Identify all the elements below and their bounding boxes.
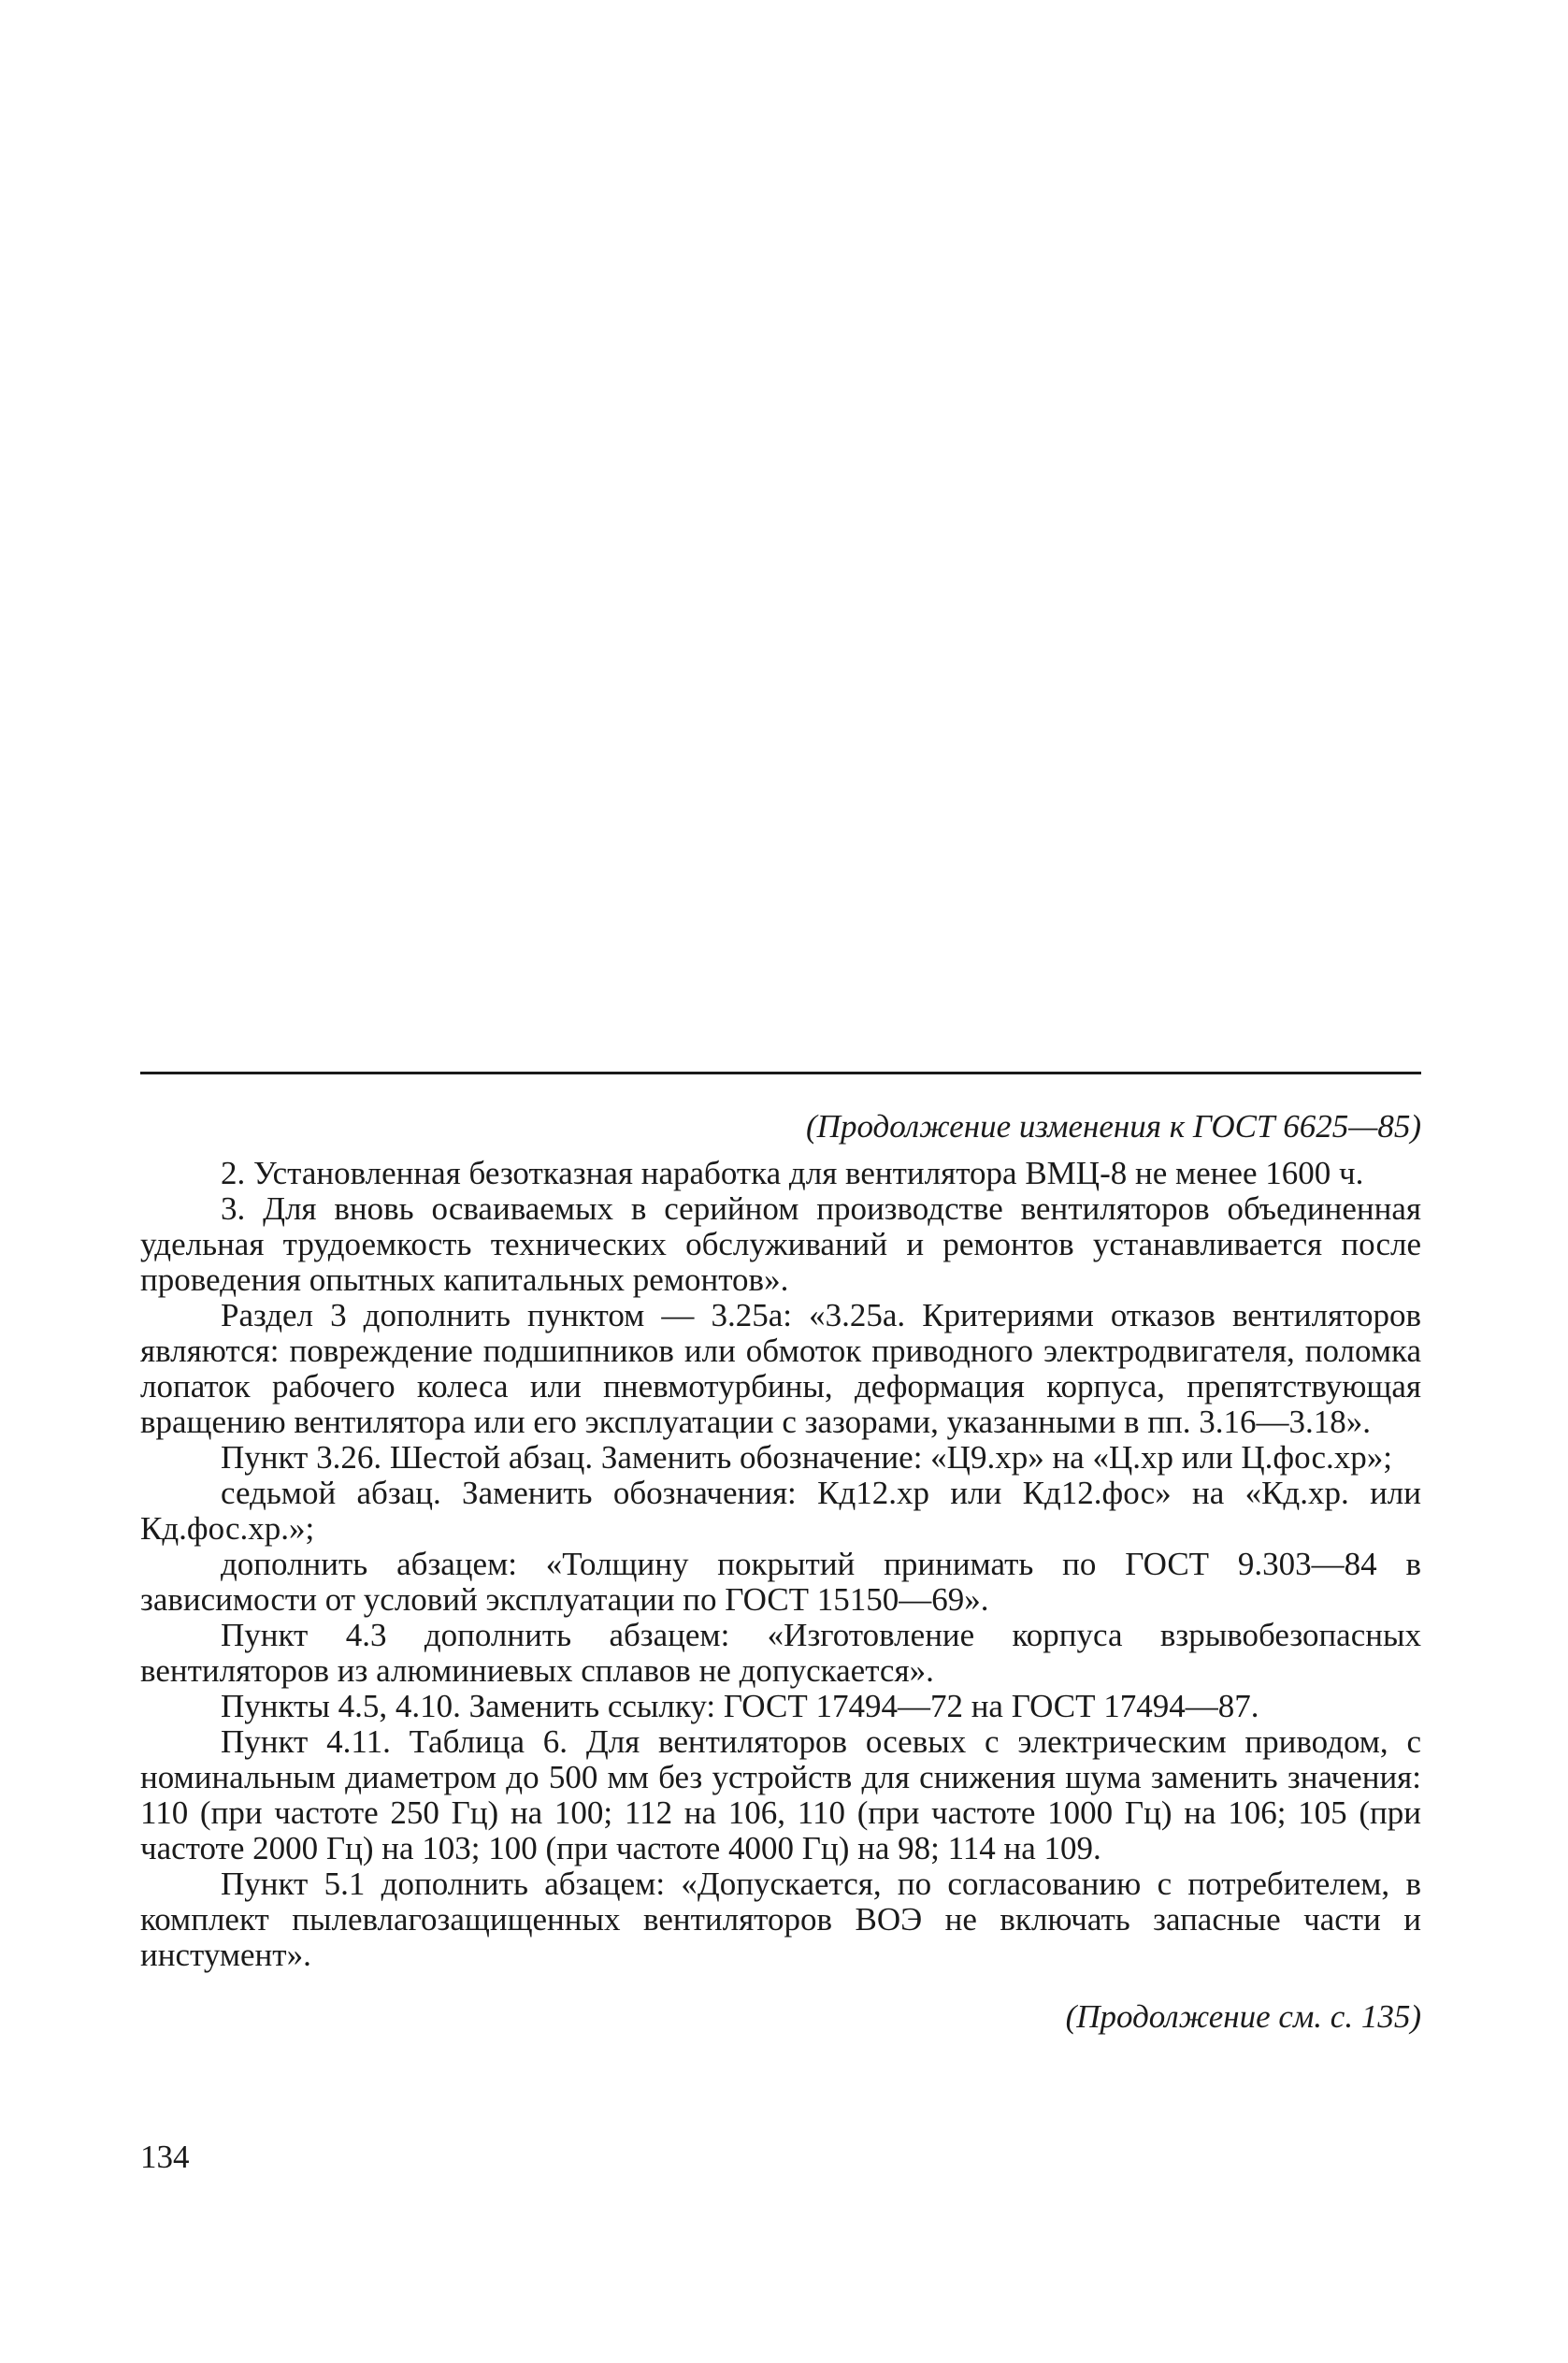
paragraph-section-3-addition: Раздел 3 дополнить пунктом — 3.25а: «3.25а. Критериями отказов вентиляторов являются: повреждение подшипников или обмоток приводного электродвигателя, поломка лопаток рабочего колеса или пневмотурбины, деформация корпуса, препятствующая вращению вентилятора или его эксплуатации с зазорами, указанными в пп. 3.16—3.18».: [140, 1297, 1421, 1440]
paragraph-clause-4-11: Пункт 4.11. Таблица 6. Для вентиляторов осевых с электрическим приводом, с номинальным диаметром до 500 мм без устройств для снижения шума заменить значения: 110 (при частоте 250 Гц) на 100; 112 на 106, 110 (при частоте 1000 Гц) на 106; 105 (при частоте 2000 Гц) на 103; 100 (при частоте 4000 Гц) на 98; 114 на 109.: [140, 1723, 1421, 1866]
paragraph-coating-thickness: дополнить абзацем: «Толщину покрытий принимать по ГОСТ 9.303—84 в зависимости от условий эксплуатации по ГОСТ 15150—69».: [140, 1546, 1421, 1618]
paragraph-item-3: 3. Для вновь осваиваемых в серийном производстве вентиляторов объединенная удельная трудоемкость технических обслуживаний и ремонтов устанавливается после проведения опытных капитальных ремонтов».: [140, 1190, 1421, 1298]
continuation-header: (Продолжение изменения к ГОСТ 6625—85): [806, 1108, 1421, 1145]
paragraph-seventh-subparagraph: седьмой абзац. Заменить обозначения: Кд12.хр или Кд12.фос» на «Кд.хр. или Кд.фос.хр.»;: [140, 1475, 1421, 1547]
paragraph-clause-3-26: Пункт 3.26. Шестой абзац. Заменить обозначение: «Ц9.хр» на «Ц.хр или Ц.фос.хр»;: [221, 1439, 1392, 1476]
continuation-footer: (Продолжение см. с. 135): [1065, 1998, 1421, 2035]
paragraph-clauses-4-5-4-10: Пункты 4.5, 4.10. Заменить ссылку: ГОСТ 17494—72 на ГОСТ 17494—87.: [221, 1688, 1259, 1724]
paragraph-item-2: 2. Установленная безотказная наработка для вентилятора ВМЦ-8 не менее 1600 ч.: [221, 1155, 1364, 1191]
document-body: [140, 1109, 1421, 2035]
paragraph-clause-5-1: Пункт 5.1 дополнить абзацем: «Допускается, по согласованию с потребителем, в комплект пылевлагозащищенных вентиляторов ВОЭ не включать запасные части и инстумент».: [140, 1866, 1421, 1973]
page-number: 134: [140, 2139, 190, 2175]
paragraph-clause-4-3: Пункт 4.3 дополнить абзацем: «Изготовление корпуса взрывобезопасных вентиляторов из алюминиевых сплавов не допускается».: [140, 1617, 1421, 1689]
top-divider-rule: [140, 1072, 1421, 1074]
